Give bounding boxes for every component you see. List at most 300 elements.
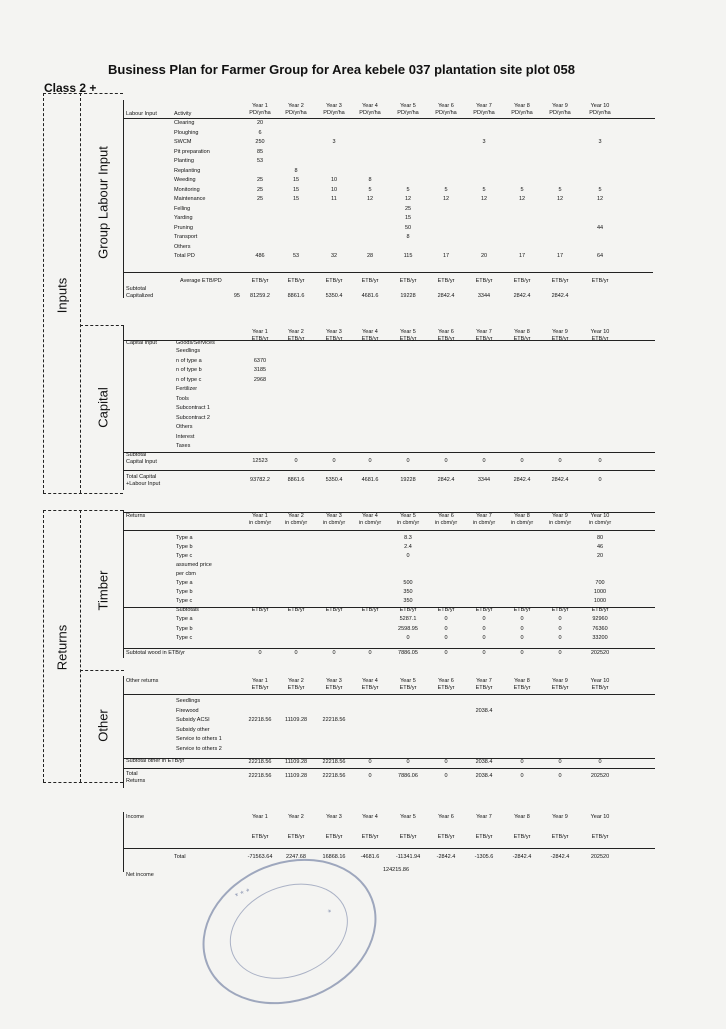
capital-total-value: 93782.2 xyxy=(250,477,270,483)
activity-label: Pruning xyxy=(174,224,193,231)
subtotals-unit: ETB/yr xyxy=(399,607,417,613)
total-returns-label1: Total xyxy=(126,771,138,777)
year-header: Year 2 xyxy=(288,678,304,684)
labour-value: 25 xyxy=(256,186,264,193)
labour-value: 6 xyxy=(258,129,262,136)
labour-value: 20 xyxy=(480,253,488,259)
capital-item-label: Interest xyxy=(176,433,195,440)
year-header: Year 3 xyxy=(326,329,342,335)
capital-total-rule xyxy=(123,470,655,471)
timber-price: 350 xyxy=(403,598,413,604)
subtotal-wood-value: 0 xyxy=(332,650,336,656)
unit-header: PD/yr/ha xyxy=(589,110,611,116)
unit-header: ETB/yr xyxy=(251,685,269,691)
activity-label: Others xyxy=(174,243,191,250)
unit-header: PD/yr/ha xyxy=(323,110,345,116)
income-unit-header: ETB/yr xyxy=(475,834,493,840)
timber-type-label: Type a xyxy=(176,535,193,541)
year-header: Year 4 xyxy=(362,678,378,684)
capital-total-label2: +Labour Input xyxy=(126,481,161,487)
labour-value: 3 xyxy=(598,139,602,145)
net-income-value: 124215.86 xyxy=(383,867,409,873)
activity-label: Total PD xyxy=(174,253,195,259)
timber-header-label: Returns xyxy=(126,513,146,519)
returns-frame-bottom xyxy=(43,782,123,783)
page-title: Business Plan for Farmer Group for Area kebele 037 plantation site plot 058 xyxy=(108,62,575,77)
income-unit-header: ETB/yr xyxy=(437,834,455,840)
timber-volume: 2.4 xyxy=(404,544,412,550)
income-table-left xyxy=(123,812,124,872)
labour-value: 20 xyxy=(256,120,264,126)
capital-subtotal-value: 0 xyxy=(368,458,372,464)
unit-header: PD/yr/ha xyxy=(285,110,307,116)
total-returns-value: 0 xyxy=(558,773,562,779)
avg-unit: ETB/yr xyxy=(325,278,343,284)
year-header: Year 3 xyxy=(326,678,342,684)
goods-services-label: Goods/Services xyxy=(176,340,215,346)
unit-header: in cbm/yr xyxy=(472,520,496,526)
subtotals-unit: ETB/yr xyxy=(325,607,343,613)
labour-value: 12 xyxy=(480,196,488,202)
labour-capitalized-label: Capitalized xyxy=(126,293,154,299)
activity-label: Weeding xyxy=(174,177,196,183)
labour-value: 15 xyxy=(404,215,412,221)
labour-value: 486 xyxy=(255,253,265,259)
unit-header: ETB/yr xyxy=(361,685,379,691)
year-header: Year 6 xyxy=(438,103,454,109)
other-label: Other xyxy=(95,709,111,742)
capital-total-value: 4681.6 xyxy=(361,477,379,483)
capital-total-label1: Total Capital xyxy=(126,474,157,480)
unit-header: PD/yr/ha xyxy=(435,110,457,116)
year-header: Year 8 xyxy=(514,678,530,684)
timber-subtotal-value: 2598.95 xyxy=(398,625,418,632)
activity-label: Monitoring xyxy=(174,186,200,193)
subtotal-wood-value: 0 xyxy=(520,650,524,656)
unit-header: in cbm/yr xyxy=(434,520,458,526)
year-header: Year 6 xyxy=(438,329,454,335)
other-total-rule xyxy=(123,768,655,769)
capital-subtotal-value: 0 xyxy=(520,458,524,464)
other-subtotal-value: 0 xyxy=(520,759,524,765)
subtotals-unit: ETB/yr xyxy=(591,607,609,613)
labour-value: 17 xyxy=(556,253,564,259)
activity-label: Yarding xyxy=(174,215,193,221)
other-subtotal-label: Subtotal other in ETB/yr xyxy=(126,758,185,764)
unit-header: PD/yr/ha xyxy=(249,110,271,116)
total-returns-value: 0 xyxy=(444,773,448,779)
timber-subtotal-value: 0 xyxy=(558,635,562,641)
timber-price-type-label: Type b xyxy=(176,589,193,595)
capitalized-value: 81259.2 xyxy=(250,293,270,299)
capital-item-label: Subcontract 2 xyxy=(176,414,210,421)
unit-header: ETB/yr xyxy=(437,685,455,691)
subtotal-wood-label: Subtotal wood in ETB/yr xyxy=(126,650,186,656)
capital-subtotal-value: 0 xyxy=(598,458,602,464)
year-header: Year 2 xyxy=(288,329,304,335)
labour-value: 250 xyxy=(255,139,265,145)
activity-label: Pit preparation xyxy=(174,148,210,155)
income-total-value: -2842.4 xyxy=(436,854,456,860)
other-subtotal-value: 0 xyxy=(444,759,448,765)
year-header: Year 8 xyxy=(514,103,530,109)
activity-label: Activity xyxy=(174,111,192,117)
timber-subtotal-value: 0 xyxy=(520,635,524,641)
capital-subtotal-value: 0 xyxy=(406,458,410,464)
labour-value: 53 xyxy=(292,253,300,259)
other-header-label: Other returns xyxy=(126,678,159,684)
capital-item-label: Fertilizer xyxy=(176,386,198,392)
labour-avg-rule xyxy=(123,272,653,273)
unit-header: ETB/yr xyxy=(475,336,493,342)
subtotal-wood-value: 0 xyxy=(444,650,448,656)
timber-table-left xyxy=(123,510,124,658)
labour-value: 10 xyxy=(330,177,338,183)
timber-subtotal-value: 0 xyxy=(444,625,448,632)
capital-total-value: 2842.4 xyxy=(513,477,531,483)
year-header: Year 7 xyxy=(476,513,492,519)
income-unit-header: ETB/yr xyxy=(251,834,269,840)
subtotal-wood-value: 0 xyxy=(558,650,562,656)
capital-item-label: Subcontract 1 xyxy=(176,405,210,411)
year-header: Year 8 xyxy=(514,513,530,519)
timber-subtotal-value: 33200 xyxy=(592,635,608,641)
income-year-header: Year 4 xyxy=(362,814,378,820)
capitalized-value: 5350.4 xyxy=(325,293,343,299)
income-total-value: 16868.16 xyxy=(322,854,346,860)
subtotals-unit: ETB/yr xyxy=(361,607,379,613)
year-header: Year 7 xyxy=(476,678,492,684)
timber-wood-rule xyxy=(123,648,655,649)
income-total-value: -4681.6 xyxy=(360,854,380,860)
labour-value: 12 xyxy=(556,196,564,202)
labour-value: 8 xyxy=(294,167,298,174)
capital-subtotal-value: 0 xyxy=(444,458,448,464)
year-header: Year 9 xyxy=(552,678,568,684)
avg-etb-label: Average ETB/PD xyxy=(180,278,222,284)
labour-value: 5 xyxy=(598,186,602,193)
official-stamp: * * * * xyxy=(180,834,398,1029)
labour-value: 5 xyxy=(444,186,448,193)
subtotals-label: Subtotals xyxy=(176,607,199,613)
other-subtotal-value: 0 xyxy=(558,759,562,765)
labour-value: 12 xyxy=(442,196,450,202)
timber-price-type-label: Type a xyxy=(176,580,193,586)
activity-label: Replanting xyxy=(174,167,201,174)
unit-header: ETB/yr xyxy=(251,336,269,342)
total-returns-value: 2038.4 xyxy=(475,773,493,779)
year-header: Year 4 xyxy=(362,329,378,335)
other-header-rule xyxy=(123,694,655,695)
total-returns-value: 202520 xyxy=(590,773,610,779)
year-header: Year 2 xyxy=(288,103,304,109)
income-year-header: Year 9 xyxy=(552,814,568,820)
other-item-value: 22218.56 xyxy=(322,717,346,723)
labour-value: 11 xyxy=(331,196,337,202)
other-item-value: 2038.4 xyxy=(475,707,493,714)
capital-item-label: Seedlings xyxy=(176,348,201,354)
labour-value: 12 xyxy=(404,196,412,202)
capital-total-value: 8861.6 xyxy=(287,477,305,483)
other-subtotal-value: 0 xyxy=(406,759,410,765)
unit-header: ETB/yr xyxy=(399,685,417,691)
activity-label: Clearing xyxy=(174,120,195,126)
unit-header: PD/yr/ha xyxy=(359,110,381,116)
labour-value: 28 xyxy=(366,253,374,259)
other-item-label: Subsidy other xyxy=(176,726,210,733)
unit-header: in cbm/yr xyxy=(510,520,534,526)
timber-subtotal-value: 92960 xyxy=(592,616,608,622)
labour-value: 8 xyxy=(368,177,372,183)
income-total-value: 2247.68 xyxy=(286,854,306,860)
subtotal-wood-value: 0 xyxy=(258,650,262,656)
income-total-value: -71563.64 xyxy=(247,854,273,860)
unit-header: ETB/yr xyxy=(551,685,569,691)
income-total-value: -2842.4 xyxy=(512,854,532,860)
timber-price: 1000 xyxy=(593,598,607,604)
income-unit-header: ETB/yr xyxy=(399,834,417,840)
year-header: Year 6 xyxy=(438,513,454,519)
total-returns-value: 22218.56 xyxy=(322,773,346,779)
capitalized-value: 2842.4 xyxy=(551,293,569,299)
unit-header: in cbm/yr xyxy=(358,520,382,526)
activity-label: Ploughing xyxy=(174,129,199,136)
timber-price-type-label: Type c xyxy=(176,598,193,604)
labour-value: 5 xyxy=(406,186,410,193)
unit-header: ETB/yr xyxy=(325,685,343,691)
capital-item-label: n of type a xyxy=(176,357,202,364)
inputs-frame-top xyxy=(43,93,123,94)
unit-header: PD/yr/ha xyxy=(473,110,495,116)
labour-value: 15 xyxy=(292,177,300,183)
timber-header-rule xyxy=(123,530,655,531)
other-subtotal-value: 22218.56 xyxy=(248,759,272,765)
unit-header: in cbm/yr xyxy=(322,520,346,526)
year-header: Year 10 xyxy=(590,103,610,109)
other-divider xyxy=(80,670,124,671)
unit-header: ETB/yr xyxy=(399,336,417,342)
timber-subtotal-value: 0 xyxy=(406,635,410,641)
labour-value: 5 xyxy=(558,186,562,193)
income-year-header: Year 5 xyxy=(400,814,416,820)
other-subtotal-value: 2038.4 xyxy=(475,759,493,765)
timber-volume: 46 xyxy=(596,544,604,550)
subtotals-unit: ETB/yr xyxy=(513,607,531,613)
year-header: Year 5 xyxy=(400,329,416,335)
subtotal-wood-value: 0 xyxy=(482,650,486,656)
year-header: Year 6 xyxy=(438,678,454,684)
capital-subtotal-value: 12523 xyxy=(252,458,268,464)
unit-header: ETB/yr xyxy=(551,336,569,342)
income-unit-header: ETB/yr xyxy=(551,834,569,840)
year-header: Year 4 xyxy=(362,513,378,519)
income-year-header: Year 10 xyxy=(590,814,610,820)
income-year-header: Year 8 xyxy=(514,814,530,820)
unit-header: PD/yr/ha xyxy=(397,110,419,116)
labour-value: 115 xyxy=(403,253,413,259)
year-header: Year 5 xyxy=(400,103,416,109)
income-total-value: 202520 xyxy=(590,854,610,860)
income-rule xyxy=(123,848,655,849)
timber-subtotal-value: 5287.1 xyxy=(399,616,417,622)
year-header: Year 10 xyxy=(590,513,610,519)
capital-subtotal-value: 0 xyxy=(482,458,486,464)
labour-value: 8 xyxy=(406,234,410,240)
labour-value: 25 xyxy=(404,205,412,212)
timber-subtotal-value: 0 xyxy=(482,635,486,641)
labour-value: 12 xyxy=(518,196,526,202)
capital-header-label: Capital Input xyxy=(126,340,157,346)
timber-price: 700 xyxy=(595,580,605,586)
capital-item-label: n of type b xyxy=(176,367,202,373)
labour-value: 12 xyxy=(596,196,604,202)
returns-divider xyxy=(80,510,81,782)
income-year-header: Year 2 xyxy=(288,814,304,820)
other-item-label: Firewood xyxy=(176,707,199,714)
subtotals-unit: ETB/yr xyxy=(251,607,269,613)
labour-value: 17 xyxy=(518,253,526,259)
other-item-label: Service to others 1 xyxy=(176,736,222,742)
year-header: Year 9 xyxy=(552,329,568,335)
subtotal-wood-value: 7886.05 xyxy=(398,650,418,656)
returns-frame-left xyxy=(43,510,44,782)
year-header: Year 8 xyxy=(514,329,530,335)
total-returns-value: 0 xyxy=(520,773,524,779)
year-header: Year 7 xyxy=(476,103,492,109)
timber-subtotal-value: 0 xyxy=(444,616,448,622)
inputs-frame-bottom xyxy=(43,493,123,494)
activity-label: SWCM xyxy=(174,139,192,145)
labour-value: 5 xyxy=(368,186,372,193)
capital-total-value: 19228 xyxy=(400,477,416,483)
year-header: Year 7 xyxy=(476,329,492,335)
other-item-label: Subsidy ACSI xyxy=(176,717,210,723)
timber-subtotal-value: 0 xyxy=(482,616,486,622)
labour-value: 64 xyxy=(596,253,604,259)
capital-subtotal-value: 0 xyxy=(332,458,336,464)
timber-subtotal-value: 0 xyxy=(482,625,486,632)
timber-subtotal-value: 0 xyxy=(520,616,524,622)
year-header: Year 10 xyxy=(590,678,610,684)
unit-header: ETB/yr xyxy=(287,685,305,691)
unit-header: in cbm/yr xyxy=(284,520,308,526)
unit-header: ETB/yr xyxy=(591,336,609,342)
activity-label: Planting xyxy=(174,158,194,164)
group-labour-label: Group Labour Input xyxy=(95,146,111,259)
avg-unit: ETB/yr xyxy=(513,278,531,284)
net-income-label: Net income xyxy=(126,872,154,878)
capitalized-value: 2842.4 xyxy=(437,293,455,299)
subtotals-unit: ETB/yr xyxy=(437,607,455,613)
labour-subtotal-label: Subtotal xyxy=(126,286,147,292)
other-table-left xyxy=(123,676,124,788)
unit-header: ETB/yr xyxy=(437,336,455,342)
capital-item-value: 6370 xyxy=(253,357,267,364)
year-header: Year 10 xyxy=(590,329,610,335)
income-year-header: Year 3 xyxy=(326,814,342,820)
capitalized-value: 3344 xyxy=(477,293,491,299)
total-returns-value: 22218.56 xyxy=(248,773,272,779)
capital-total-value: 5350.4 xyxy=(325,477,343,483)
unit-header: ETB/yr xyxy=(475,685,493,691)
subtotals-unit: ETB/yr xyxy=(551,607,569,613)
capital-divider xyxy=(80,325,124,326)
income-unit-header: ETB/yr xyxy=(361,834,379,840)
timber-type-label: Type c xyxy=(176,553,193,559)
timber-volume: 0 xyxy=(406,553,410,559)
income-total-value: -1305.6 xyxy=(474,854,494,860)
inputs-divider xyxy=(80,93,81,493)
timber-price: 500 xyxy=(403,580,413,586)
unit-header: in cbm/yr xyxy=(588,520,612,526)
income-year-header: Year 1 xyxy=(252,814,268,820)
capital-label: Capital xyxy=(95,387,111,428)
activity-label: Felling xyxy=(174,205,191,212)
avg-unit: ETB/yr xyxy=(437,278,455,284)
income-year-header: Year 6 xyxy=(438,814,454,820)
timber-subtotal-value: 0 xyxy=(444,635,448,641)
unit-header: PD/yr/ha xyxy=(549,110,571,116)
income-total-value: -11341.94 xyxy=(395,854,421,860)
total-returns-value: 7886.06 xyxy=(398,773,418,779)
year-header: Year 3 xyxy=(326,103,342,109)
capital-total-value: 3344 xyxy=(477,477,491,483)
capital-subtotal-value: 0 xyxy=(294,458,298,464)
unit-header: ETB/yr xyxy=(287,336,305,342)
subtotal-wood-value: 202520 xyxy=(590,650,610,656)
timber-price: 350 xyxy=(403,589,413,595)
capital-table-left xyxy=(123,325,124,490)
timber-subtotal-type-label: Type b xyxy=(176,625,193,632)
labour-value: 15 xyxy=(292,196,300,202)
year-header: Year 9 xyxy=(552,513,568,519)
inputs-label: Inputs xyxy=(54,277,70,314)
returns-label: Returns xyxy=(54,624,70,671)
income-unit-header: ETB/yr xyxy=(591,834,609,840)
subtotals-unit: ETB/yr xyxy=(287,607,305,613)
income-total-value: -2842.4 xyxy=(550,854,570,860)
timber-subtotal-value: 0 xyxy=(558,625,562,632)
labour-value: 50 xyxy=(404,224,412,231)
timber-price: 1000 xyxy=(593,589,607,595)
avg-unit: ETB/yr xyxy=(287,278,305,284)
labour-value: 85 xyxy=(256,148,264,155)
income-year-header: Year 7 xyxy=(476,814,492,820)
capital-item-value: 3185 xyxy=(253,367,267,373)
per-cbm-label: per cbm xyxy=(176,571,196,577)
income-unit-header: ETB/yr xyxy=(287,834,305,840)
total-returns-value: 0 xyxy=(368,773,372,779)
avg-unit: ETB/yr xyxy=(399,278,417,284)
avg-unit: ETB/yr xyxy=(251,278,269,284)
unit-header: ETB/yr xyxy=(325,336,343,342)
year-header: Year 4 xyxy=(362,103,378,109)
year-header: Year 5 xyxy=(400,678,416,684)
unit-header: ETB/yr xyxy=(591,685,609,691)
other-item-value: 11109.28 xyxy=(284,717,308,723)
unit-header: PD/yr/ha xyxy=(511,110,533,116)
income-total-label: Total xyxy=(174,854,186,860)
class-label: Class 2 + xyxy=(44,81,97,95)
timber-volume: 8.3 xyxy=(404,535,412,541)
income-header-label: Income xyxy=(126,814,145,820)
timber-subtotal-value: 76360 xyxy=(592,625,608,632)
avg-value: 95 xyxy=(233,293,240,299)
other-subtotal-value: 0 xyxy=(368,759,372,765)
capital-total-value: 2842.4 xyxy=(551,477,569,483)
avg-unit: ETB/yr xyxy=(551,278,569,284)
capital-subtotal-rule xyxy=(123,452,655,453)
